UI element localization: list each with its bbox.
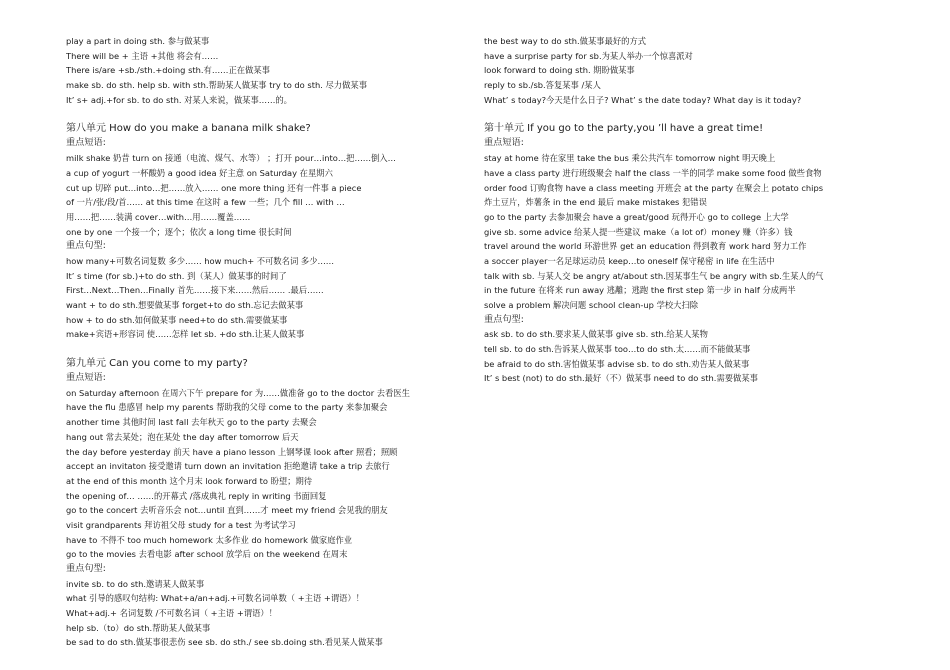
intro-line: There is/are +sb./sth.+doing sth.有……正在做某事	[66, 65, 270, 76]
pattern-line: tell sb. to do sth.告诉某人做某事 too…to do sth.太……而不能做某事	[484, 344, 751, 355]
phrase-line: a cup of yogurt 一杯酸奶 a good idea 好主意 on Saturday 在星期六	[66, 167, 333, 178]
phrase-line: solve a problem 解决问题 school clean-up 学校大扫除	[484, 300, 699, 310]
phrase-line: the day before yesterday 前天 have a piano lesson 上钢琴课 look after 照看；照顾	[66, 446, 398, 457]
phrase-line: a soccer player一名足球运动员 keep…to oneself 保守秘密 in life 在生活中	[484, 255, 775, 266]
phrase-line: have the flu 患感冒 help my parents 帮助我的父母 come to the party 来参加聚会	[66, 402, 388, 413]
phrase-line: in the future 在将来 run away 逃離；逃跑 the first step 第一步 in half 分成两半	[484, 285, 796, 296]
phrase-line: have a class party 进行班级聚会 half the class 一半的同学 make some food 做些食物	[484, 167, 822, 178]
intro-line: What’ s today?今天是什么日子? What’ s the date today? What day is it today?	[484, 94, 802, 105]
unit-8-patterns-label: 重点句型:	[66, 240, 106, 252]
spacer	[66, 107, 470, 121]
unit-9-patterns-label: 重点句型:	[66, 563, 106, 574]
left-column	[66, 34, 470, 650]
phrase-line: go to the concert 去听音乐会 not…until 直到……才 meet my friend 会见我的朋友	[66, 505, 388, 516]
intro-line: reply to sb./sb.答复某事 /某人	[484, 80, 601, 91]
pattern-line: invite sb. to do sth.邀请某人做某事	[66, 578, 205, 589]
pattern-line: be sad to do sth.做某事很悲伤 see sb. do sth./ see sb.doing sth.看见某人做某事	[66, 637, 383, 648]
pattern-line: make+宾语+形容词 使……怎样 let sb. +do sth.让某人做某事	[66, 329, 305, 340]
phrase-line: talk with sb. 与某人交 be angry at/about sth.因某事生气 be angry with sb.生某人的气	[484, 270, 824, 281]
right-column	[484, 34, 904, 386]
pattern-line: what 引导的感叹句结构: What+a/an+adj.+可数名词单数（ +主语 +谓语）！	[66, 593, 365, 604]
intro-line: make sb. do sth. help sb. with sth.帮助某人做某事 try to do sth. 尽力做某事	[66, 80, 367, 91]
phrase-line: hang out 常去某处；泡在某处 the day after tomorrow 后天	[66, 431, 299, 442]
phrase-line: on Saturday afternoon 在周六下午 prepare for 为……做准备 go to the doctor 去看医生	[66, 387, 410, 398]
unit-9-phrases-label: 重点短语:	[66, 372, 106, 384]
intro-line: play a part in doing sth. 参与做某事	[66, 36, 210, 46]
intro-line: It’ s+ adj.+for sb. to do sth. 对某人来说，做某事……的。	[66, 94, 292, 105]
pattern-line: how many+可数名词复数 多少…… how much+ 不可数名词 多少……	[66, 255, 335, 266]
pattern-line: be afraid to do sth.害怕做某事 advise sb. to do sth.劝告某人做某事	[484, 358, 750, 369]
phrase-line: give sb. some advice 给某人提一些建议 make（a lot of）money 赚（许多）钱	[484, 226, 793, 237]
pattern-line: What+adj.+ 名词复数 /不可数名词（ +主语 +谓语）！	[66, 608, 277, 619]
intro-line: There will be + 主语 +其他 将会有……	[66, 50, 219, 61]
phrase-line: stay at home 待在家里 take the bus 乘公共汽车 tomorrow night 明天晚上	[484, 153, 776, 164]
phrase-line: another time 其他时间 last fall 去年秋天 go to the party 去聚会	[66, 417, 317, 428]
intro-line: have a surprise party for sb.为某人举办一个惊喜派对	[484, 50, 693, 61]
unit-10-patterns-label: 重点句型:	[484, 313, 524, 325]
unit-9-title: 第九单元 Can you come to my party?	[66, 358, 248, 370]
phrase-line: visit grandparents 拜访祖父母 study for a test 为考试学习	[66, 519, 296, 530]
unit-8-title: 第八单元 How do you make a banana milk shake?	[66, 123, 311, 135]
intro-line: look forward to doing sth. 期盼做某事	[484, 65, 635, 76]
phrase-line: 炸土豆片，炸薯条 in the end 最后 make mistakes 犯错误	[484, 197, 707, 208]
pattern-line: help sb.（to）do sth.帮助某人做某事	[66, 622, 211, 633]
unit-10-title: 第十单元 If you go to the party,you ’ll have a great time!	[484, 123, 764, 135]
pattern-line: It’ s best (not) to do sth.最好（不）做某事 need to do sth.需要做某事	[484, 373, 758, 384]
phrase-line: go to the movies 去看电影 after school 放学后 on the weekend 在周末	[66, 549, 348, 560]
phrase-line: of 一片/张/段/首…… at this time 在这时 a few 一些；几个 fill … with …	[66, 197, 345, 208]
phrase-line: milk shake 奶昔 turn on 接通（电流、煤气、水等） ；打开 pour…into…把……倒入…	[66, 153, 396, 164]
phrase-line: go to the party 去参加聚会 have a great/good 玩得开心 go to college 上大学	[484, 211, 789, 222]
pattern-line: how + to do sth.如何做某事 need+to do sth.需要做某事	[66, 314, 288, 325]
phrase-line: travel around the world 环游世界 get an education 得到教育 work hard 努力工作	[484, 241, 807, 252]
unit-8-phrases-label: 重点短语:	[66, 137, 106, 149]
spacer	[66, 342, 470, 356]
pattern-line: want + to do sth.想要做某事 forget+to do sth.忘记去做某事	[66, 300, 304, 310]
phrase-line: have to 不得不 too much homework 太多作业 do homework 做家庭作业	[66, 534, 353, 545]
phrase-line: 用……把……装满 cover…with…用……覆盖……	[66, 211, 251, 222]
phrase-line: one by one 一个接一个；逐个；依次 a long time 很长时间	[66, 226, 292, 237]
unit-10-phrases-label: 重点短语:	[484, 137, 524, 149]
intro-line: the best way to do sth.做某事最好的方式	[484, 36, 647, 46]
phrase-line: accept an invitaton 接受邀请 turn down an invitation 拒绝邀请 take a trip 去旅行	[66, 461, 390, 472]
pattern-line: ask sb. to do sth.要求某人做某事 give sb. sth.给某人某物	[484, 329, 708, 340]
phrase-line: cut up 切碎 put…into…把……放入…… one more thing 还有一件事 a piece	[66, 182, 362, 193]
phrase-line: at the end of this month 这个月末 look forward to 盼望；期待	[66, 475, 313, 486]
pattern-line: It’ s time (for sb.)+to do sth. 到（某人）做某事的时间了	[66, 270, 287, 281]
phrase-line: the opening of… ……的开幕式 /落成典礼 reply in writing 书面回复	[66, 490, 327, 501]
phrase-line: order food 订购食物 have a class meeting 开班会 at the party 在聚会上 potato chips	[484, 182, 824, 193]
spacer	[484, 107, 904, 121]
pattern-line: First…Next…Then…Finally 首先……接下来……然后…… .最后……	[66, 285, 324, 296]
